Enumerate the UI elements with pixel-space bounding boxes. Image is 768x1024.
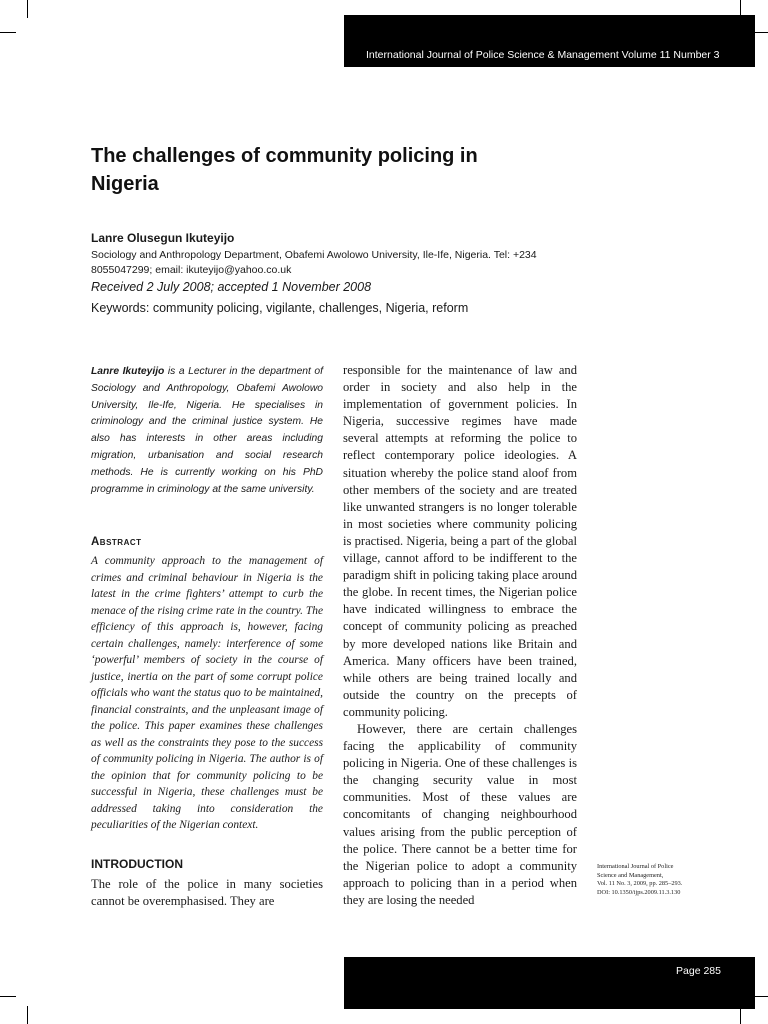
author-name: Lanre Olusegun Ikuteyijo [91,231,235,245]
body-paragraph: responsible for the maintenance of law and order in society and also help in the implementation of government policies. In Nigeria, successive regimes have made several attempts at reforming the police to reflect contemporary police ideologies. A situation whereby the police stand aloof from other members of the society and are treated like unwanted strangers is no longer tolerable in most societies where community policing is practised. Nigeria, being a part of the global village, cannot afford to be indifferent to the paradigm shift in policing taking place around the globe. In recent times, the Nigerian police have indicated willingness to embrace the concept of community policing as preached by more developed nations like Britain and America. Many officers have been trained, while others are being trained locally and outside the country on the precepts of community policing. [343,363,577,719]
citation-note [597,863,717,897]
journal-header-band [344,15,755,67]
abstract-body: A community approach to the management of crimes and criminal behaviour in Nigeria is the latest in the crime fighters’ attempt to curb the menace of the rising crime rate in the country. The efficiency of this approach is, however, facing certain challenges, namely: interference of some ‘powerful’ members of society in the course of justice, inertia on the part of some corrupt police officials who want the status quo to be maintained, financial constraints, and the unpleasant image of the police. This paper examines these challenges as well as the constraints they pose to the success of community policing in Nigeria. The author is of the opinion that for community policing to be successful in Nigeria, these challenges must be addressed taking into consideration the peculiarities of the Nigerian context. [91,555,323,831]
crop-mark [0,32,16,33]
page-footer-band [344,957,755,1009]
citation-line: International Journal of Police [597,863,674,870]
author-affiliation: Sociology and Anthropology Department, Obafemi Awolowo University, Ile-Ife, Nigeria. Tel: +234 8055047299; email: ikuteyijo@yahoo.co.uk [91,249,537,276]
abstract-heading: Abstract [91,536,142,548]
citation-line: Vol. 11 No. 3, 2009, pp. 285–293. [597,880,683,888]
introduction-body: The role of the police in many societies cannot be overemphasised. They are [91,877,323,908]
article-title: The challenges of community policing in Nigeria [91,145,478,195]
citation-line: DOI: 10.1350/ijps.2009.11.3.130 [597,888,681,896]
author-bio [91,364,323,498]
journal-header-text: International Journal of Police Science & Management Volume 11 Number 3 [366,49,720,61]
keywords: Keywords: community policing, vigilante, challenges, Nigeria, reform [91,301,469,315]
body-paragraph: However, there are certain challenges facing the applicability of community policing in Nigeria. One of these challenges is the changing security value in most communities. Most of these values are concomitants of changing neighbourhood values arising from the public perception of the police. There cannot be a better time for the Nigerian police to adopt a community approach to policing than in a period when they are losing the needed [343,721,577,907]
page-number: Page 285 [676,965,721,977]
introduction-heading: INTRODUCTION [91,857,183,871]
citation-line: Science and Management, [597,871,664,879]
received-dates: Received 2 July 2008; accepted 1 November 2008 [91,280,372,294]
body-column-right [343,362,577,909]
bio-text: is a Lecturer in the department of Sociology and Anthropology, Obafemi Awolowo University, Ile-Ife, Nigeria. He specialises in criminology and the criminal justice system. He also has interests in other areas including migration, urbanisation and social research methods. He is currently working on his PhD programme in criminology at the same university. [91,366,323,495]
crop-mark [0,996,16,997]
crop-mark [27,0,28,18]
bio-name: Lanre Ikuteyijo [91,366,165,377]
crop-mark [27,1006,28,1024]
